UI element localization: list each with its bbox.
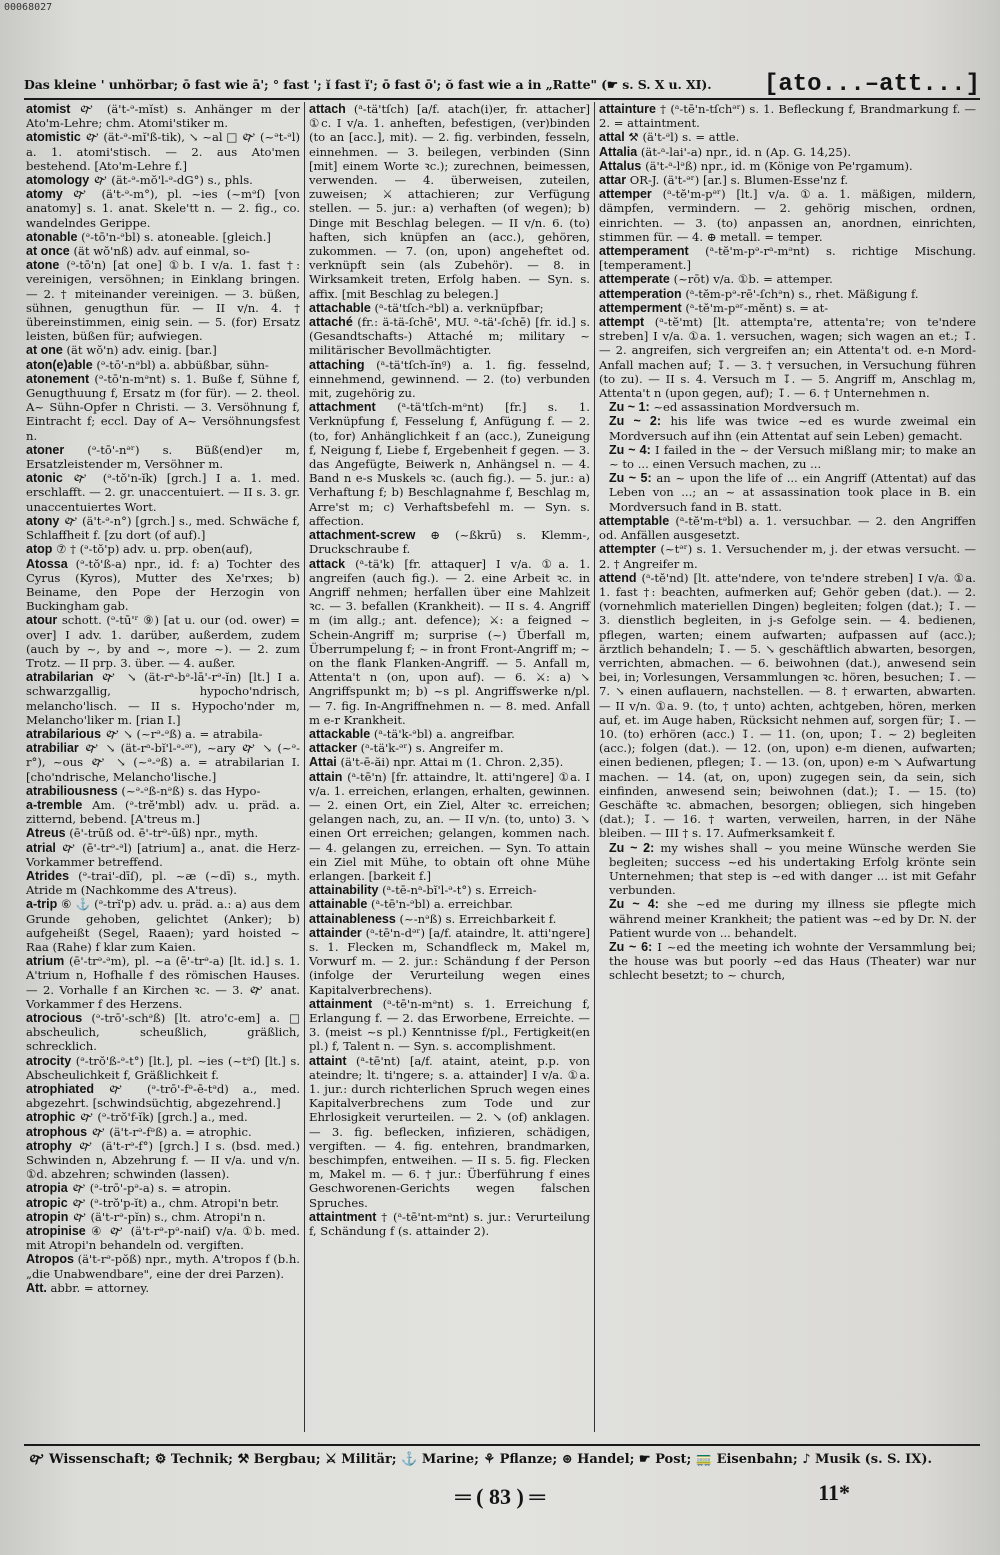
entry-definition: (ᵃ-tē'n-ᵊbl) a. erreichbar. (371, 897, 513, 912)
entry-definition: (ᵃ-tä'k-ᵊbl) a. angreifbar. (373, 726, 515, 741)
headword: attain (309, 769, 343, 784)
entry-definition: (ä't-rᵊ-pŏß) npr., myth. A'tropos f (b.h. „die Unabwendbare", eine der drei Parzen). (26, 1252, 300, 1281)
dictionary-entry (599, 130, 976, 144)
dictionary-entry (26, 1125, 300, 1139)
usage-example (599, 471, 976, 514)
dictionary-entry (309, 301, 590, 315)
entry-definition: (ᵃ-tē'n) [fr. attaindre, lt. atti'ngere] ①a. I v/a. 1. erreichen, erlangen, erhalten, gewinnen. — 2. einen Ort, ein Ziel, Alter ꝛc. erreichen; gelangen nach, zu, an. — II v/n. (to, unto) 3. ↘ einen Ort erreichen; gelangen, kommen nach. — 4. gelangen zu, erreichen. — Syn. To attain ein Ziel mit Mühe, to obtain oft ohne Mühe erlangen. [barkeit f.] (309, 769, 590, 883)
entry-definition: 🙰 (ät-ᵊ-mĭ'ß-tik), ↘ ~al □ 🙰 (~ᵊt-ᵊl) a. 1. atomi'stisch. — 2. aus Ato'men bestehend. [Ato'm-Lehre f.] (26, 130, 300, 173)
entry-definition: (ä't-ē-ăi) npr. Attai m (1. Chron. 2,35). (340, 755, 564, 770)
headword: attaintment (309, 1209, 377, 1224)
entry-definition: (ᵃ-tä'tſch) [a/f. atach(i)er, fr. attacher] ①c. I v/a. 1. anheften, befestigen, (ver)binden (to an [acc.], mit). — 2. fig. verbinden, fesseln, einnehmen. — 3. beilegen, verbinden (Sinn [mit] einem Worte ꝛc.); zurechnen, beimessen, verwenden. — 4. überweisen, zuteilen, zuweisen; ⚔ attachieren; zur Verfügung stellen. — 5. jur.: a) verhaften (of wegen); b) Dinge mit Beschlag belegen. — II v/n. 6. (to) haften, sich knüpfen an (acc.), gehören, zukommen. — 7. (on, upon) angeheftet od. verknüpft sein (als Zubehör). — 8. in Wirksamkeit treten, Erfolg haben. — Syn. s. affix. [mit Beschlag zu belegen.] (309, 102, 590, 301)
dictionary-entry (26, 1252, 300, 1280)
headword: atrabilarian (26, 670, 94, 685)
dictionary-entry (26, 869, 300, 897)
headword: atop (26, 542, 53, 557)
entry-definition: ⑥ ⚓ (ᵊ-trĭ'p) adv. u. präd. a.: a) aus dem Grunde gehoben, gelichtet (Anker); b) aufgeheißt (Segel, Raaen); yard hoisted ~ Raa (Rahe) f klar zum Kaien. (26, 897, 300, 954)
dictionary-entry (26, 727, 300, 741)
dictionary-entry (309, 315, 590, 358)
dictionary-entry (309, 897, 590, 911)
dictionary-entry (26, 372, 300, 443)
dictionary-entry (26, 798, 300, 826)
dictionary-entry (26, 514, 300, 542)
headword: Att. (26, 1280, 47, 1295)
headword: Zu ~ 4: (609, 442, 651, 457)
headword: Attalus (599, 158, 642, 173)
entry-definition: 🙰 (ät-ᵊ-mŏ'l-ᵊ-dG°) s., phls. (92, 173, 253, 188)
entry-definition: ⊕ (~ßkrū) s. Klemm-, Druckschraube f. (309, 528, 590, 557)
entry-definition: (ᵃ-tä'tſch-ᵊbl) a. verknüpfbar; (374, 300, 544, 315)
entry-definition: 🙰 (ē'-trᵊ-ᵊl) [atrium] a., anat. die Herz-Vorkammer betreffend. (26, 840, 300, 869)
headword: Atreus (26, 826, 66, 841)
dictionary-entry (599, 542, 976, 570)
dictionary-entry (599, 145, 976, 159)
entry-definition: (ät-ᵃ-lai'-a) npr., id. n (Ap. G. 14,25). (640, 144, 852, 159)
dictionary-entry (26, 1210, 300, 1224)
entry-definition: 🙰 (ᵊ-trŏ'f-ĭk) [grch.] a., med. (79, 1110, 248, 1125)
headword: attainableness (309, 911, 396, 926)
headword: attar (599, 173, 627, 188)
guide-words: [ato...–att...] (763, 71, 980, 98)
usage-example (599, 940, 976, 983)
footer-rule (24, 1444, 980, 1446)
dictionary-entry (26, 897, 300, 954)
headword: atour (26, 613, 58, 628)
headword: atone (26, 258, 60, 273)
dictionary-entry (26, 1082, 300, 1110)
dictionary-entry (599, 102, 976, 130)
entry-definition: (ᵊ-tō'n) [at one] ①b. I v/a. 1. fast †: vereinigen, versöhnen; in Einklang bringen. — 2. † miteinander vereinigen. — 3. büßen, sühnen, genugthun für. — II v/n. 4. † übereinstimmen, einig sein. — 5. (for) Ersatz leisten, büßen für; aufwiegen. (26, 258, 300, 344)
dictionary-entry (26, 784, 300, 798)
headword: Zu ~ 2: (609, 840, 655, 855)
dictionary-entry (309, 557, 590, 727)
headword: Zu ~ 1: (609, 400, 650, 415)
headword: attemperment (599, 300, 682, 315)
entry-definition: I ~ed the meeting ich wohnte der Versammlung bei; the house was but poorly ~ed das Haus (Theater) war nur schlecht besetzt; to ~ church, (609, 939, 976, 983)
dictionary-entry (26, 1054, 300, 1082)
entry-definition: (~-nᵊß) s. Erreichbarkeit f. (399, 911, 557, 926)
dictionary-entry (309, 755, 590, 769)
entry-definition: (ᵃ-tä'k) [fr. attaquer] I v/a. ①a. 1. angreifen (auch fig.). — 2. eine Arbeit ꝛc. in Angriff nehmen; herfallen über eine Mahlzeit ꝛc. — 3. befallen (Krankheit). — II s. 4. Angriff m (im allg.; ant. defence); ⚔: a feigned ~ Schein-Angriff m; surprise (~) Überfall m, Überrumpelung f; ~ in front Front-Angriff m; ~ on the flank Flanken-Angriff. — 5. Anfall m, Attenta't n (on, upon auf). — 6. ⚔: a) ↘ Angriffspunkt m; b) ~s pl. Angriffswerke n/pl. — 7. fig. In-Angriffnehmen n. — 8. med. Anfall m e-r Krankheit. (309, 556, 591, 727)
entry-definition: (ᵃ-tĕ'm-pᵊʳ) [lt.] v/a. ①a. 1. mäßigen, mildern, dämpfen, vermindern. — 2. gehörig mischen, ordnen, einrichten. — 3. (to) anpassen an, anordnen, einrichten, stimmen für. — 4. ⊕ metall. = temper. (599, 187, 976, 244)
headword: atonic (26, 471, 63, 486)
headword: at once (26, 244, 70, 259)
headword: at one (26, 343, 63, 358)
entry-definition: (ät wŏ'nß) adv. auf einmal, so- (73, 244, 250, 259)
entry-definition: (ᵃ-tĕ'm-pᵊ-rᵃ-mᵊnt) s. richtige Mischung. [temperament.] (599, 244, 976, 273)
entry-definition: 🙰 (ä't-ᵊ-n°) [grch.] s., med. Schwäche f, Schlaffheit f. [zu dort (of auf).] (26, 513, 301, 543)
entry-definition: 🙰 (ᵊ-trŏ'p-ĭt) a., chm. Atropi'n betr. (71, 1195, 280, 1210)
entry-definition: (ᵃ-tĕ'mt) [lt. attempta're, attenta're; von te'ndere streben] I v/a. ①a. 1. versuchen, wagen; sich wagen an et.; ↧. — 2. angreifen, sich vergreifen an; ein Attenta't od. e-n Mord-Anfall machen auf; ↧. — 3. † versuchen, in Versuchung führen (to zu). — II s. 4. Versuch m ↧. — 5. Angriff m, Anschlag m, Attenta't n (upon gegen, auf); ↧. — 6. † Unternehmen n. (599, 315, 976, 401)
headword: atonable (26, 229, 78, 244)
headword: Attai (309, 755, 337, 770)
dictionary-entry (26, 244, 300, 258)
entry-definition: (ᵃ-tä'tſch-mᵊnt) [fr.] s. 1. Verknüpfung f, Fesselung f, Anfügung f. — 2. (to, for) Anhänglichkeit f an (acc.), Zuneigung f, Neigung f, Liebe f, Ergebenheit f gegen. — 3. das Angefügte, Beiwerk n, Anhängsel n. — 4. Band n e-s Muskels ꝛc. (auch fig.). — 5. jur.: a) Verhaftung f; b) Beschlagnahme f, Beschlag m, Arre'st m; c) Verhaftsbefehl m. — Syn. s. affection. (309, 400, 590, 528)
headword: a-tremble (26, 797, 83, 812)
headword: atoner (26, 442, 65, 457)
headword: atropinise (26, 1224, 86, 1239)
headword: atrabilarious (26, 726, 102, 741)
headword: a-trip (26, 897, 58, 912)
dictionary-entry (599, 187, 976, 244)
dictionary-entry (599, 287, 976, 301)
entry-definition: ④ 🙰 (ä't-rᵊ-pᵊ-naiſ) v/a. ①b. med. mit Atropi'n behandeln od. vergiften. (26, 1224, 300, 1253)
entry-definition: (ᵃ-tä'k-ᵊʳ) s. Angreifer m. (360, 741, 504, 756)
dictionary-entry (26, 443, 300, 471)
headword: atrophy (26, 1138, 72, 1153)
headword: attal (599, 130, 625, 145)
headword: attempt (599, 315, 645, 330)
dictionary-entry (26, 1011, 300, 1054)
headword: atomist (26, 102, 71, 116)
headword: atrium (26, 954, 65, 969)
entry-definition: 🙰 (ä't-rᵊ-fᵊß) a. = atrophic. (90, 1124, 252, 1139)
usage-example (599, 897, 976, 940)
dictionary-entry (26, 613, 300, 670)
headword: attainability (309, 883, 379, 898)
headword: attemptable (599, 513, 670, 528)
headword: atomy (26, 187, 63, 202)
dictionary-entry (309, 741, 590, 755)
entry-definition: (ᵃ-tē-nᵃ-bĭ'l-ᵊ-t°) s. Erreich- (382, 883, 537, 898)
dictionary-entry (26, 954, 300, 1011)
dictionary-entry (309, 1054, 590, 1210)
headword: Zu ~ 2: (609, 414, 662, 429)
dictionary-entry (26, 826, 300, 840)
signature-mark: 11* (818, 1480, 850, 1505)
entry-definition: (ᵊ-tō'n-ᵊbl) s. atoneable. [gleich.] (81, 229, 271, 244)
column-3 (594, 102, 980, 1432)
entry-definition: (ᵃ-tē'n-dᵊʳ) [a/f. ataindre, lt. atti'ngere] s. 1. Flecken m, Schandfleck m, Makel m, Vorwurf m. — 2. jur.: Schändung f der Person (infolge der Verurteilung wegen eines Kapitalverbrechens). (309, 925, 590, 997)
headword: attaché (309, 315, 353, 330)
entry-definition: she ~ed me during my illness sie pflegte mich während meiner Krankheit; the patient was ~ed by Dr. N. der Patient wurde von ... behandelt. (609, 897, 976, 940)
headword: Atossa (26, 556, 68, 571)
dictionary-entry (26, 557, 300, 614)
entry-definition: 🙰 (ᵊ-trō'-pᵊ-a) s. = atropin. (71, 1181, 232, 1196)
dictionary-entry (26, 542, 300, 556)
headword: attainder (309, 925, 362, 940)
entry-definition: (ᵃ-tē'nt) [a/f. ataint, ateint, p.p. von ateindre; lt. ti'ngere; s. a. attainder] I v/a. ①a. 1. jur.: durch richterlichen Spruch wegen eines Kapitalverbrechens zum Tode und zur Ehrlosigkeit verurteilen. — 2. ↘ (of) anklagen. — 3. fig. beflecken, infizieren, schädigen, vergiften. — 4. fig. entehren, brandmarken, beschimpfen, entweihen. — II s. 5. fig. Flecken m, Makel m. — 6. † jur.: Überführung f eines Geschworenen-Gerichts wegen falschen Spruches. (309, 1053, 591, 1210)
dictionary-entry (26, 1281, 300, 1295)
entry-definition: 🙰 (ä't-ᵊ-mĭst) s. Anhänger m der Ato'm-Lehre; chm. Atomi'stiker m. (26, 102, 300, 131)
entry-definition: (ᵊ-trŏ'ß-ᵊ-t°) [lt.], pl. ~ies (~tᵊſ) [lt.] s. Abscheulichkeit f, Gräßlichkeit f. (26, 1053, 301, 1082)
entry-definition: 🙰 (ä't-rᵊ-pĭn) s., chm. Atropi'n n. (72, 1209, 266, 1224)
dictionary-entry (599, 571, 976, 841)
headword: atrabiliousness (26, 783, 118, 798)
dictionary-entry (26, 741, 300, 784)
entry-definition: (ᵊ-tō'n-mᵊnt) s. 1. Buße f, Sühne f, Genugthuung f, Ersatz m (for für). — 2. theol. A~ Sühn-Opfer n Christi. — 3. Versöhnung f, Eintracht f; eccl. Day of A~ Versöhnungsfest n. (26, 371, 300, 443)
page-header (24, 56, 980, 100)
entry-definition: 🙰 (ᵊ-trō'-fᵊ-ē-tᵊd) a., med. abgezehrt. [schwindsüchtig, abgezehrend.] (26, 1082, 301, 1111)
headword: atomology (26, 173, 90, 188)
headword: atrophic (26, 1110, 76, 1125)
dictionary-entry (309, 883, 590, 897)
entry-definition: ⚒ (ä't-ᵊl) s. = attle. (628, 130, 740, 145)
headword: attemperate (599, 272, 670, 287)
dictionary-entry (26, 102, 300, 130)
dictionary-entry (309, 102, 590, 301)
entry-definition: ⑦ † (ᵊ-tŏ'p) adv. u. prp. oben(auf), (56, 542, 253, 557)
dictionary-entry (599, 272, 976, 286)
usage-example (599, 443, 976, 471)
headword: attaint (309, 1053, 347, 1068)
headword: atrophiated (26, 1082, 95, 1097)
dictionary-entry (26, 670, 300, 727)
dictionary-entry (599, 301, 976, 315)
dictionary-entry (26, 258, 300, 343)
entry-definition: (~ᵊ-ᵊß-nᵊß) s. das Hypo- (121, 783, 261, 798)
dictionary-entry (309, 770, 590, 884)
headword: atropin (26, 1209, 69, 1224)
entry-definition: (ä't-ᵃ-lᵊß) npr., id. m (Könige von Pe'rgamum). (645, 158, 913, 173)
dictionary-entry (599, 514, 976, 542)
entry-definition: (fr.: ä-tä-ſchē', MU. ᵃ-tä'-ſchē) [fr. id.] s. (Gesandtschafts-) Attaché m; military ~ militärischer Bevollmächtigter. (309, 315, 591, 358)
dictionary-entry (26, 1110, 300, 1124)
headword: Atropos (26, 1252, 74, 1267)
headword: Zu ~ 6: (609, 939, 653, 954)
dictionary-entry (26, 841, 300, 869)
dictionary-entry (309, 1210, 590, 1238)
entry-definition: schott. (ᵊ-tū'ʳ ⑨) [at u. our (od. ower) = over] I adv. 1. darüber, außerdem, zudem (auch by ~, by and ~, more ~). — 2. zum Trotz. — II prp. 3. über. — 4. außer. (26, 613, 301, 670)
headword: Zu ~ 4: (609, 897, 659, 912)
entry-definition: 🙰 ↘ (~rᵊ-ᵊß) a. = atrabila- (104, 726, 263, 741)
entry-definition: (ät wŏ'n) adv. einig. [bar.] (66, 343, 217, 358)
dictionary-entry (26, 471, 300, 514)
dictionary-entry (599, 159, 976, 173)
entry-definition: (ᵃ-tē'n-mᵊnt) s. 1. Erreichung f, Erlangung f. — 2. das Erworbene, Erreichte. — 3. (meist ~s pl.) Kenntnisse f/pl., Fertigkeit(en pl.) f, Talent n. — Syn. s. accomplishment. (309, 996, 591, 1054)
headword: attaching (309, 357, 365, 372)
entry-definition: (ē'-trūß od. ē'-trᵊ-ūß) npr., myth. (69, 826, 259, 841)
entry-definition: (~tᵊʳ) s. 1. Versuchender m, j. der etwas versucht. — 2. † Angreifer m. (599, 542, 976, 571)
entry-definition: (ᵃ-tĕm-pᵊ-rē'-ſchᵊn) s., rhet. Mäßigung f. (685, 286, 919, 301)
dictionary-entry (309, 358, 590, 401)
entry-definition: OR-J. (ä't-ᵊʳ) [ar.] s. Blumen-Esse'nz f. (629, 173, 849, 188)
dictionary-entry (309, 997, 590, 1054)
entry-definition: 🙰 ↘ (ät-rᵃ-bᵊ-lā'-rᵊ-ĭn) [lt.] I a. schwarzgallig, hypocho'ndrisch, melancho'lisch. — II s. Hypocho'nder m, Melancho'liker m. [rian I.] (26, 670, 300, 727)
headword: atonement (26, 371, 90, 386)
entry-definition: (ᵃ-tĕ'nd) [lt. atte'ndere, von te'ndere streben] I v/a. ①a. 1. fast †: beachten, aufmerken auf; Gehör geben (dat.). — 2. (vornehmlich materiellen Dingen) begleiten; folgen (dat.); ↧. — 3. dienstlich begleiten, in j-s Gefolge sein. — 4. bedienen, pflegen, warten; einem aufwarten; aufpassen auf (acc.); ärztlich behandeln; ↧. — 5. ↘ geschäftlich abwarten, besorgen, verrichten, abmachen. — 6. beiwohnen (dat.), anwesend sein bei, in; Vorlesungen, Versammlungen ꝛc. hören, besuchen; ↧. — 7. ↘ einen auflauern, nachstellen. — 8. † erwarten, abwarten. — II v/n. ①a. 9. (to, † unto) achten, achtgeben, hören, merken auf, et. im Auge haben, Rücksicht nehmen auf, sorgen für; ↧. — 10. (to) erhören (acc.) ↧. — 11. (on, upon; ↧. ~ 2) begleiten (acc.); folgen (dat.). — 12. (on, upon) e-m dienen, aufwarten; einen bedienen, pflegen; ↧. — 13. (on, upon) e-m ↘ Aufwartung machen. — 14. (at, on, upon) zugegen sein, da sein, sich einfinden, anwesend sein; beiwohnen (dat.); ↧. — 15. (to) Geschäfte ꝛc. abmachen, besorgen; obliegen, sich hingeben (dat.); ↧. — 16. † warten, verweilen, harren, in der Nähe bleiben. — III † s. 17. Aufmerksamkeit f. (599, 570, 976, 841)
entry-definition: † (ᵃ-tē'nt-mᵊnt) s. jur.: Verurteilung f, Schändung f (s. attainder 2). (309, 1209, 590, 1239)
dictionary-entry (26, 230, 300, 244)
dictionary-entry (26, 1196, 300, 1210)
headword: atrial (26, 840, 56, 855)
usage-example (599, 400, 976, 414)
headword: Atrides (26, 868, 70, 883)
entry-definition: (ᵊ-trai'-dīſ), pl. ~æ (~dī) s., myth. Atride m (Nachkomme des A'treus). (26, 868, 300, 898)
headword: atropia (26, 1181, 68, 1196)
headword: attachment (309, 400, 376, 415)
dictionary-entry (599, 315, 976, 400)
headword: attend (599, 570, 637, 585)
entry-definition: (ᵃ-tĕ'm-tᵊbl) a. 1. versuchbar. — 2. den Angriffen od. Anfällen ausgesetzt. (599, 513, 976, 543)
scan-id: 00068027 (4, 2, 53, 13)
pronunciation-key: Das kleine ' unhörbar; ō fast wie ā'; ° fast '; ĭ fast ĭ'; ō fast ō'; ŏ fast wie a in „Ratte" (☛ s. S. X u. XI). (24, 77, 712, 92)
column-1 (22, 102, 304, 1432)
entry-definition: (ᵊ-tō'-nᵊʳ) s. Büß(end)er m, Ersatzleistender m, Versöhner m. (26, 442, 300, 472)
entry-definition: (ᵊ-trō'-schᵊß) [lt. atro'c-em] a. □ abscheulich, scheußlich, gräßlich, schrecklich. (26, 1011, 301, 1054)
entry-definition: Am. (ᵊ-trĕ'mbl) adv. u. präd. a. zitternd, bebend. [A'treus m.] (26, 797, 301, 827)
dictionary-entry (309, 926, 590, 997)
headword: attainture (599, 102, 656, 116)
column-2 (304, 102, 594, 1432)
entry-definition: my wishes shall ~ you meine Wünsche werden Sie begleiten; success ~ed his undertaking Erfolg krönte sein Unternehmen; that step is ~ed with danger ... ist mit Gefahr verbunden. (609, 840, 976, 898)
entry-definition: abbr. = attorney. (50, 1280, 150, 1295)
dictionary-entry (26, 1181, 300, 1195)
dictionary-entry (599, 244, 976, 272)
symbol-legend: 🙰 Wissenschaft; ⚙ Technik; ⚒ Bergbau; ⚔ Militär; ⚓ Marine; ⚘ Pflanze; ⊛ Handel; ☛ Post; 🚃 Eisenbahn; ♪ Musik (s. S. IX). (28, 1452, 933, 1467)
entry-definition: † (ᵃ-tē'n-tſchᵊʳ) s. 1. Befleckung f, Brandmarkung f. — 2. = attaintment. (599, 102, 977, 131)
headword: attachable (309, 300, 371, 315)
headword: attemperament (599, 244, 689, 259)
entry-definition: (~rōt) v/a. ①b. = attemper. (673, 272, 833, 287)
dictionary-entry (26, 130, 300, 173)
entry-definition: 🙰 (ä't-rᵊ-f°) [grch.] I s. (bsd. med.) Schwinden n, Abzehrung f. — II v/a. und v/n. ①d. abzehren; schwinden (lassen). (26, 1138, 300, 1182)
dictionary-entry (309, 727, 590, 741)
headword: atrophous (26, 1124, 88, 1139)
headword: Zu ~ 5: (609, 471, 652, 486)
dictionary-entry (26, 1139, 300, 1182)
dictionary-entry (309, 400, 590, 528)
entry-definition: an ~ upon the life of ... ein Angriff (Attentat) auf das Leben von ...; an ~ at assassination took place in B. ein Mordversuch fand in B. statt. (609, 471, 976, 514)
headword: atrocious (26, 1011, 83, 1025)
headword: attainable (309, 897, 368, 912)
dictionary-entry (599, 173, 976, 187)
dictionary-entry (26, 187, 300, 230)
entry-definition: (ᵃ-tĕ'm-pᵊʳ-mĕnt) s. = at- (685, 300, 829, 315)
headword: attach (309, 102, 346, 116)
headword: aton(e)able (26, 357, 93, 372)
usage-example (599, 414, 976, 442)
headword: attemper (599, 187, 652, 202)
headword: attacker (309, 741, 357, 756)
entry-definition: his life was twice ~ed es wurde zweimal ein Mordversuch auf ihn (ein Attentat auf sein Leben) gemacht. (609, 414, 976, 443)
headword: attachment-screw (309, 528, 416, 543)
entry-definition: 🙰 (ä't-ᵊ-m°), pl. ~ies (~mᵊſ) [von anatomy] s. 1. anat. Skele'tt n. — 2. fig., co. wandelndes Gerippe. (26, 187, 301, 230)
dictionary-entry (26, 173, 300, 187)
dictionary-entry (26, 358, 300, 372)
usage-example (599, 841, 976, 898)
headword: attainment (309, 996, 373, 1011)
entry-definition: 🙰 (ᵊ-tŏ'n-ĭk) [grch.] I a. 1. med. erschlafft. — 2. gr. unaccentuiert. — II s. 3. gr. unaccentuiertes Wort. (26, 471, 301, 514)
entry-definition: I failed in the ~ der Versuch mißlang mir; to make an ~ to ... einen Versuch machen, zu ... (609, 442, 976, 472)
dictionary-entry (309, 528, 590, 556)
headword: attack (309, 556, 346, 571)
entry-definition: ~ed assassination Mordversuch m. (653, 400, 860, 415)
headword: attempter (599, 542, 656, 557)
entry-definition: (ᵊ-tŏ'ß-a) npr., id. f: a) Tochter des Cyrus (Kyros), Mutter des Xe'rxes; b) Beiname, den Pope der Herzogin von Buckingham gab. (26, 556, 300, 614)
headword: atrabiliar (26, 741, 79, 756)
entry-definition: 🙰 ↘ (ät-rᵃ-bĭ'l-ᵊ-ᵊʳ), ~ary 🙰 ↘ (~ᵊ-r°), ~ous 🙰 ↘ (~ᵊ-ᵊß) a. = atrabilarian I. [cho'ndrische, Melancho'lische.] (26, 741, 300, 784)
columns (22, 102, 980, 1432)
headword: attackable (309, 726, 371, 741)
entry-definition: (ᵃ-tä'tſch-ĭnᵍ) a. 1. fig. fesselnd, einnehmend, gewinnend. — 2. (to) verbunden mit, zugehörig zu. (309, 357, 590, 401)
dictionary-entry (309, 912, 590, 926)
dictionary-entry (26, 343, 300, 357)
headword: atrocity (26, 1053, 72, 1068)
dictionary-entry (26, 1224, 300, 1252)
headword: Attalia (599, 144, 638, 159)
headword: atropic (26, 1195, 68, 1210)
headword: attemperation (599, 286, 682, 301)
headword: atomistic (26, 130, 81, 145)
entry-definition: (ē'-trᵊ-ᵊm), pl. ~a (ē'-trᵊ-a) [lt. id.] s. 1. A'trium n, Hofhalle f des römischen Hauses. — 2. Vorhalle f an Kirchen ꝛc. — 3. 🙰 anat. Vorkammer f des Herzens. (26, 954, 301, 1011)
page-number: ═ ( 83 ) ═ (455, 1484, 545, 1509)
headword: atony (26, 513, 60, 528)
entry-definition: (ᵊ-tō'-nᵊbl) a. abbüßbar, sühn- (96, 357, 269, 372)
